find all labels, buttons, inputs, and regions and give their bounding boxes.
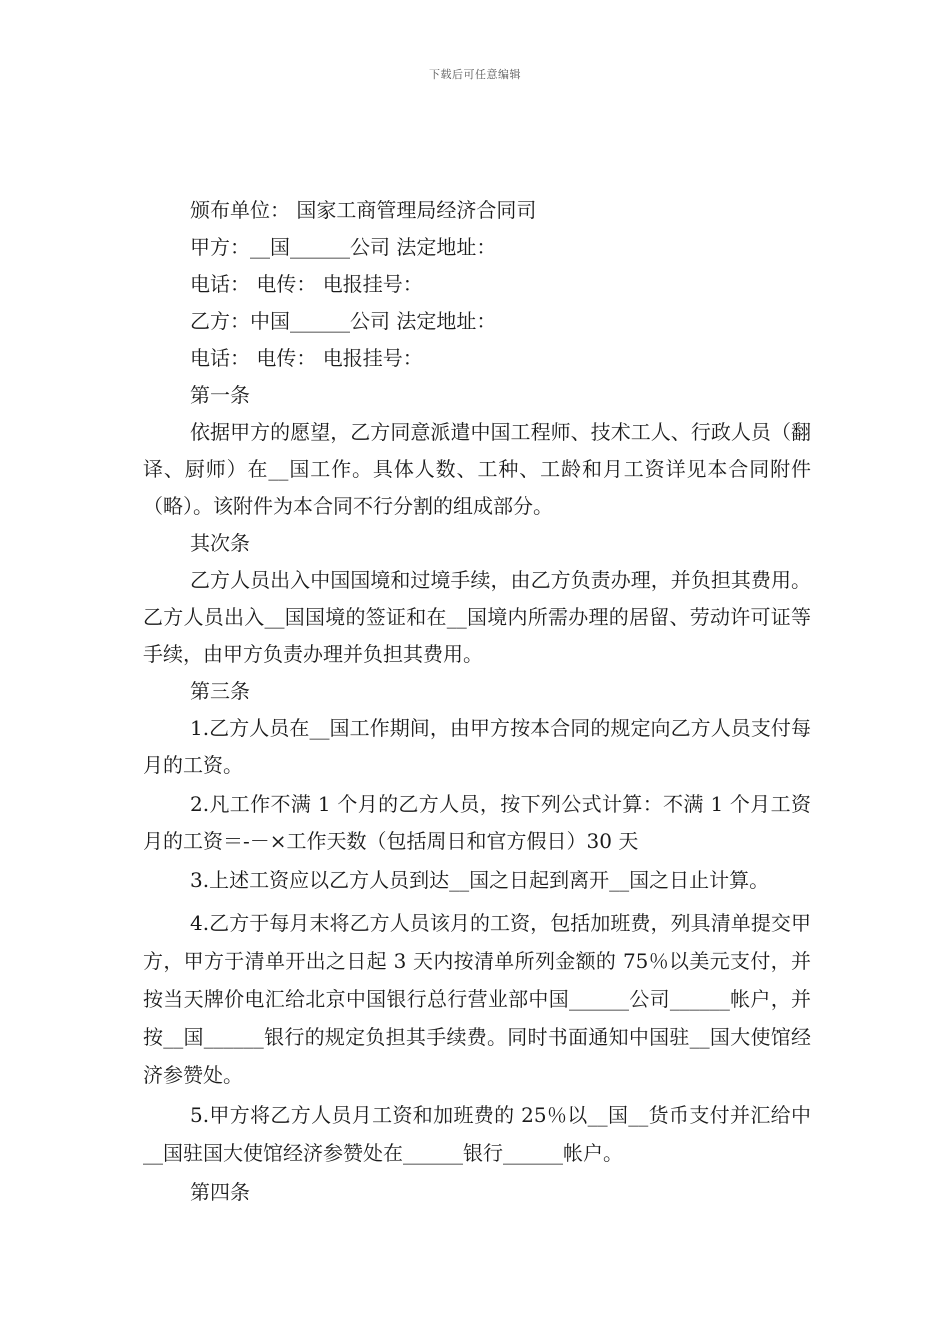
article-1-text: 依据甲方的愿望，乙方同意派遣中国工程师、技术工人、行政人员（翻译、厨师）在__国工作。具体人数、工种、工龄和月工资详见本合同附件（略）。该附件为本合同不行分割的组成部分。 bbox=[143, 420, 811, 518]
party-b-contact-line: 电话： 电传： 电报挂号： bbox=[190, 346, 423, 370]
contract-body bbox=[143, 192, 811, 1211]
article-3-clause-3: 3.上述工资应以乙方人员到达__国之日起到离开__国之日止计算。 bbox=[190, 868, 770, 892]
article-2-title: 其次条 bbox=[190, 531, 250, 555]
page-header-note: 下载后可任意编辑 bbox=[429, 68, 521, 81]
party-b-line: 乙方：中国______公司 法定地址： bbox=[190, 309, 497, 333]
issuing-unit-line: 颁布单位： 国家工商管理局经济合同司 bbox=[190, 198, 537, 222]
article-4-title: 第四条 bbox=[190, 1180, 250, 1204]
article-3-clause-5: 5.甲方将乙方人员月工资和加班费的 25％以__国__货币支付并汇给中__国驻国大使馆经济参赞处在______银行______帐户。 bbox=[143, 1103, 811, 1165]
article-1-title: 第一条 bbox=[190, 383, 250, 407]
party-a-line: 甲方：__国______公司 法定地址： bbox=[190, 235, 497, 259]
article-3-clause-1: 1.乙方人员在__国工作期间，由甲方按本合同的规定向乙方人员支付每月的工资。 bbox=[143, 716, 811, 777]
article-3-title: 第三条 bbox=[190, 679, 250, 703]
article-3-clause-2: 2.凡工作不满 1 个月的乙方人员，按下列公式计算：不满 1 个月工资月的工资＝-－×工作天数（包括周日和官方假日）30 天 bbox=[143, 792, 811, 853]
article-2-text: 乙方人员出入中国国境和过境手续，由乙方负责办理，并负担其费用。乙方人员出入__国国境的签证和在__国境内所需办理的居留、劳动许可证等手续，由甲方负责办理并负担其费用。 bbox=[143, 568, 811, 666]
article-3-clause-4: 4.乙方于每月末将乙方人员该月的工资，包括加班费，列具清单提交甲方，甲方于清单开出之日起 3 天内按清单所列金额的 75％以美元支付，并按当天牌价电汇给北京中国银行总行营业部中国______公司______帐户，并按__国______银行的规定负担其手续费。同时书面通知中国驻__国大使馆经济参赞处。 bbox=[143, 911, 811, 1087]
party-a-contact-line: 电话： 电传： 电报挂号： bbox=[190, 272, 423, 296]
